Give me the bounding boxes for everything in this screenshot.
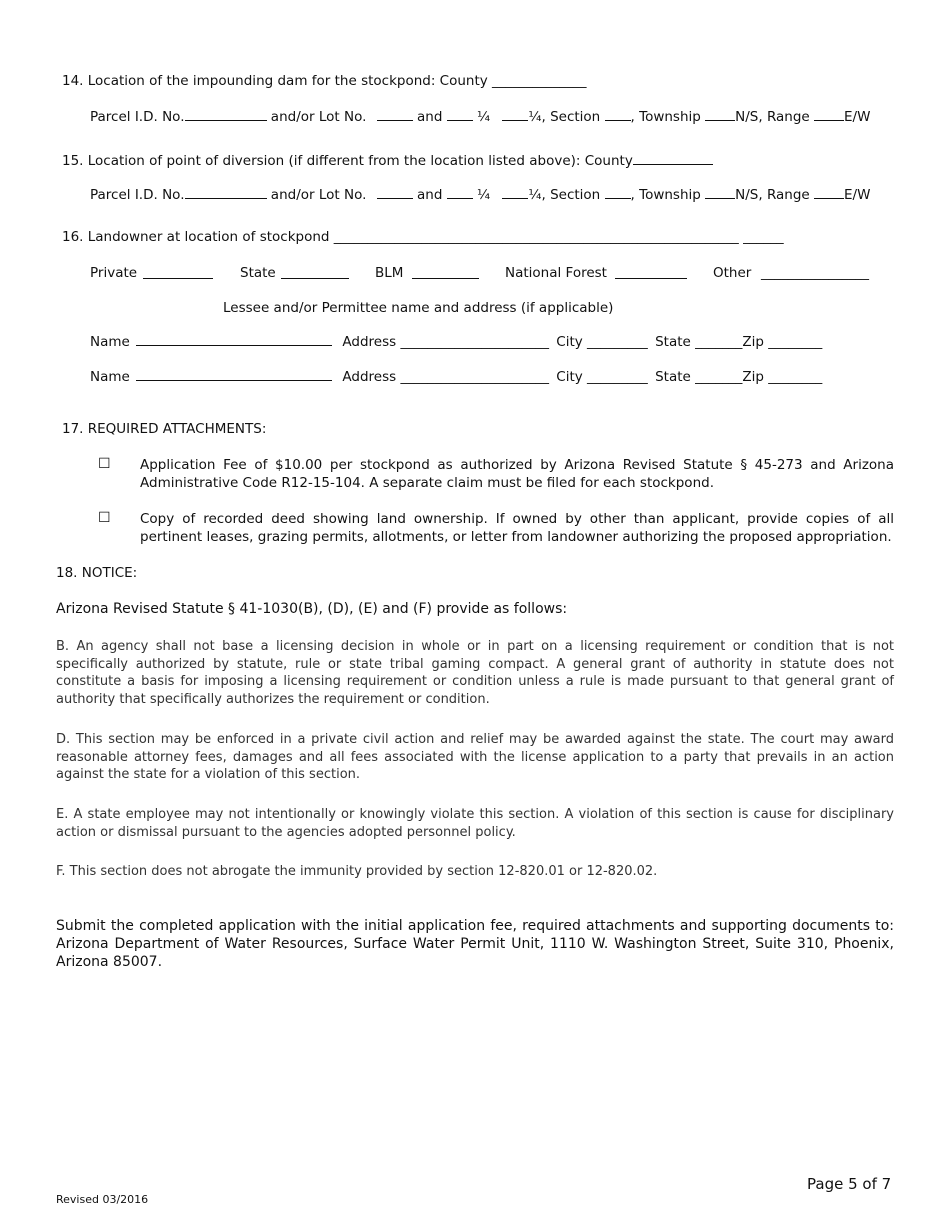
township-field[interactable] bbox=[705, 185, 735, 199]
lot-field[interactable] bbox=[377, 107, 413, 121]
q15-label: 15. Location of point of diversion (if different from the location listed above): County bbox=[62, 153, 633, 169]
name-field[interactable] bbox=[136, 332, 332, 346]
state-label: State bbox=[240, 265, 276, 281]
quarter2-field[interactable] bbox=[502, 185, 528, 199]
national-forest-label: National Forest bbox=[505, 265, 607, 281]
national-forest-field[interactable] bbox=[615, 265, 687, 279]
q16-label: 16. Landowner at location of stockpond ____________________________________________________________ ______ bbox=[62, 229, 784, 245]
parcel-label: Parcel I.D. No. bbox=[90, 109, 185, 125]
range-field[interactable] bbox=[814, 185, 844, 199]
quarter1-label: ¼ bbox=[476, 109, 491, 125]
quarter2-label: ¼, bbox=[528, 109, 546, 125]
submit-instructions: Submit the completed application with the initial application fee, required attachments and supporting documents to: Arizona Department of Water Resources, Surface Water Permit Unit, 1110 W. Washington Street, Suite 310, Phoenix, Arizona 85007. bbox=[56, 918, 894, 970]
ns-range-label: N/S, Range bbox=[735, 187, 810, 203]
attachment-2-text: Copy of recorded deed showing land ownership. If owned by other than applicant, provide copies of all pertinent leases, grazing permits, allotments, or letter from landowner authorizing the proposed appropriation. bbox=[140, 511, 894, 545]
private-label: Private bbox=[90, 265, 138, 281]
page-number: Page 5 of 7 bbox=[807, 1175, 892, 1193]
notice-paragraph-b: B. An agency shall not base a licensing decision in whole or in part on a licensing requirement or condition that is not specifically authorized by statute, rule or state tribal gaming compact. A general grant of authority in statute does not constitute a basis for imposing a licensing requirement or condition unless a rule is made pursuant to that general grant of authority that specifically authorizes the requirement or condition. bbox=[56, 639, 894, 707]
attachment-1-text: Application Fee of $10.00 per stockpond as authorized by Arizona Revised Statute § 45-273 and Arizona Administrative Code R12-15-104. A separate claim must be filed for each stockpond. bbox=[140, 457, 894, 491]
address-field[interactable]: Address ______________________ bbox=[342, 369, 549, 385]
q18-label: 18. NOTICE: bbox=[56, 565, 138, 581]
state-zip-field[interactable]: State _______Zip ________ bbox=[655, 334, 823, 350]
quarter1-label: ¼ bbox=[476, 187, 491, 203]
statute-heading: Arizona Revised Statute § 41-1030(B), (D), (E) and (F) provide as follows: bbox=[56, 601, 568, 617]
revised-date: Revised 03/2016 bbox=[56, 1193, 149, 1206]
q17-label: 17. REQUIRED ATTACHMENTS: bbox=[62, 421, 267, 437]
parcel-label: Parcel I.D. No. bbox=[90, 187, 185, 203]
notice-paragraph-f: F. This section does not abrogate the immunity provided by section 12-820.01 or 12-820.02. bbox=[56, 864, 658, 879]
lot-label: and/or Lot No. bbox=[270, 187, 367, 203]
quarter1-field[interactable] bbox=[447, 107, 473, 121]
state-zip-field[interactable]: State _______Zip ________ bbox=[655, 369, 823, 385]
section-field[interactable] bbox=[605, 107, 631, 121]
city-field[interactable]: City _________ bbox=[556, 369, 648, 385]
lessee-row-1 bbox=[90, 332, 822, 350]
name-field[interactable] bbox=[136, 367, 332, 381]
name-label: Name bbox=[90, 334, 130, 350]
township-label: , Township bbox=[630, 109, 701, 125]
lot-label: and/or Lot No. bbox=[270, 109, 367, 125]
other-field[interactable]: ________________ bbox=[761, 265, 869, 281]
city-field[interactable]: City _________ bbox=[556, 334, 648, 350]
and-label: and bbox=[416, 109, 443, 125]
quarter1-field[interactable] bbox=[447, 185, 473, 199]
quarter2-field[interactable] bbox=[502, 107, 528, 121]
ew-label: E/W bbox=[844, 109, 871, 125]
lessee-row-2 bbox=[90, 367, 822, 385]
township-field[interactable] bbox=[705, 107, 735, 121]
attachment-1-checkbox[interactable]: ☐ bbox=[98, 456, 111, 472]
blm-field[interactable] bbox=[412, 265, 479, 279]
range-field[interactable] bbox=[814, 107, 844, 121]
and-label: and bbox=[416, 187, 443, 203]
lot-field[interactable] bbox=[377, 185, 413, 199]
notice-paragraph-d: D. This section may be enforced in a private civil action and relief may be awarded against the state. The court may award reasonable attorney fees, damages and all fees associated with the license application to a party that prevails in an action against the state for a violation of this section. bbox=[56, 732, 894, 782]
section-field[interactable] bbox=[605, 185, 631, 199]
name-label: Name bbox=[90, 369, 130, 385]
parcel-id-field[interactable] bbox=[185, 107, 267, 121]
blm-label: BLM bbox=[375, 265, 404, 281]
section-label: Section bbox=[550, 187, 601, 203]
section-label: Section bbox=[550, 109, 601, 125]
attachment-2-checkbox[interactable]: ☐ bbox=[98, 510, 111, 526]
quarter2-label: ¼, bbox=[528, 187, 546, 203]
q15-location-row bbox=[90, 185, 870, 203]
q14-location-row bbox=[90, 107, 870, 125]
private-field[interactable] bbox=[143, 265, 213, 279]
ns-range-label: N/S, Range bbox=[735, 109, 810, 125]
q15-label-row bbox=[62, 151, 713, 169]
township-label: , Township bbox=[630, 187, 701, 203]
address-field[interactable]: Address ______________________ bbox=[342, 334, 549, 350]
lessee-heading: Lessee and/or Permittee name and address (if applicable) bbox=[223, 300, 614, 316]
ew-label: E/W bbox=[844, 187, 871, 203]
q14-label: 14. Location of the impounding dam for the stockpond: County ______________ bbox=[62, 73, 587, 89]
state-owner-field[interactable] bbox=[281, 265, 349, 279]
q15-county-field[interactable] bbox=[633, 151, 713, 165]
parcel-id-field[interactable] bbox=[185, 185, 267, 199]
notice-paragraph-e: E. A state employee may not intentionally or knowingly violate this section. A violation of this section is cause for disciplinary action or dismissal pursuant to the agencies adopted personnel policy. bbox=[56, 807, 894, 840]
other-label: Other bbox=[713, 265, 752, 281]
